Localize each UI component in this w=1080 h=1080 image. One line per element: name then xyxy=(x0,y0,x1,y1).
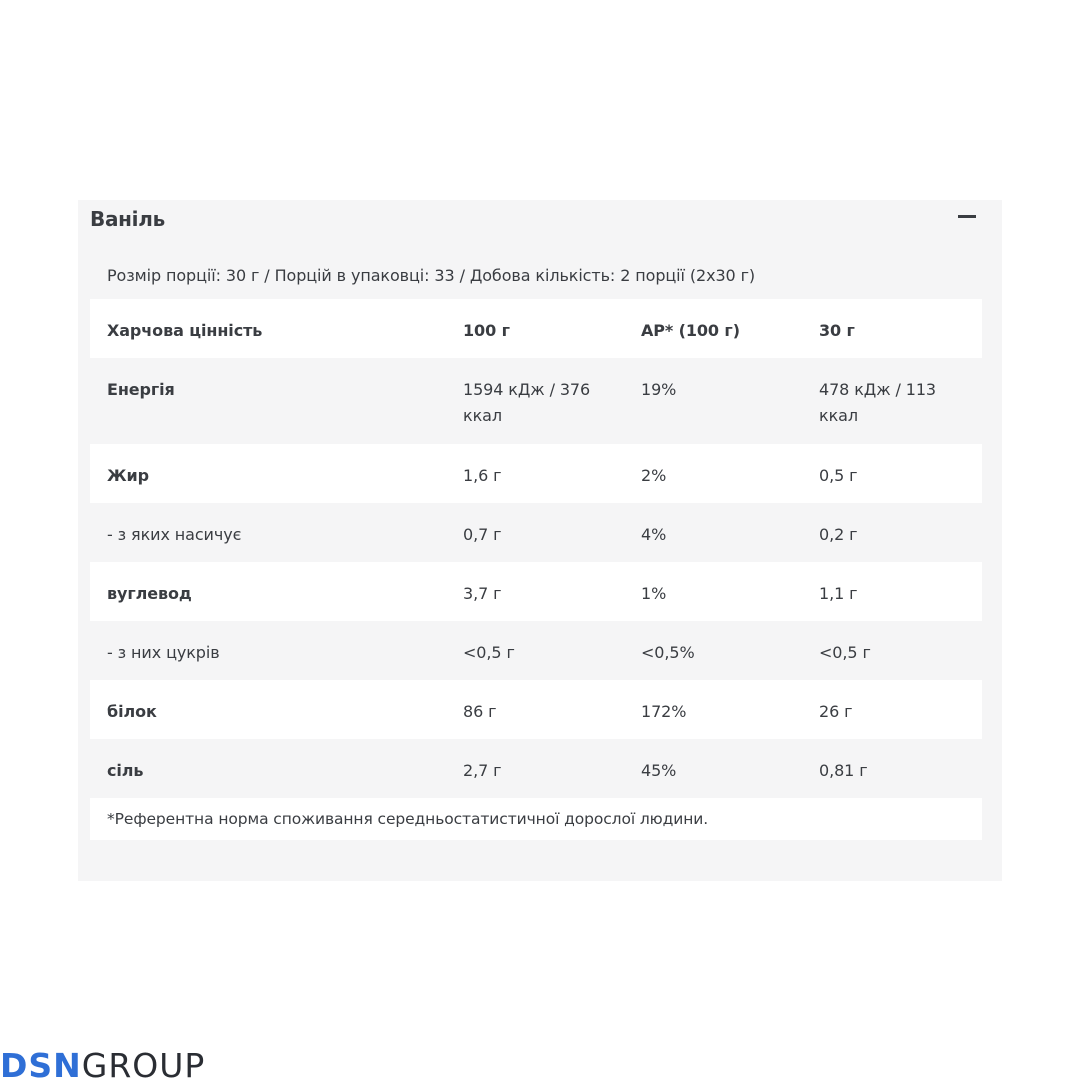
footnote: *Референтна норма споживання середньостатистичної дорослої людини. xyxy=(107,810,709,828)
row-value-30g: 0,81 г xyxy=(819,761,868,780)
row-value-100g: 2,7 г xyxy=(463,761,502,780)
row-label: - з яких насичує xyxy=(107,525,242,544)
row-value-ri: 4% xyxy=(641,525,667,544)
row-value-ri: 45% xyxy=(641,761,677,780)
row-label: вуглевод xyxy=(107,584,192,603)
panel-title: Ваніль xyxy=(90,207,165,231)
row-value-ri: 2% xyxy=(641,466,667,485)
row-value-ri: 1% xyxy=(641,584,667,603)
row-value-100g: 3,7 г xyxy=(463,584,502,603)
row-value-30g: 0,5 г xyxy=(819,466,858,485)
row-value-30g: <0,5 г xyxy=(819,643,871,662)
row-value-100g: 1,6 г xyxy=(463,466,502,485)
row-label: Енергія xyxy=(107,380,175,399)
table-header-row xyxy=(90,299,982,358)
table-row xyxy=(90,358,982,444)
nutrition-table xyxy=(90,299,982,840)
table-row xyxy=(90,621,982,680)
header-nutrition: Харчова цінність xyxy=(107,321,263,340)
row-label: сіль xyxy=(107,761,144,780)
row-value-30g: 26 г xyxy=(819,702,853,721)
header-per-30g: 30 г xyxy=(819,321,855,340)
footnote-row xyxy=(90,798,982,840)
logo-part-dsn: DSN xyxy=(0,1046,82,1080)
row-value-30g: 478 кДж / 113 ккал xyxy=(819,380,937,425)
row-value-30g: 0,2 г xyxy=(819,525,858,544)
table-row xyxy=(90,444,982,503)
row-value-ri: 19% xyxy=(641,380,677,399)
header-per-100g: 100 г xyxy=(463,321,510,340)
row-value-30g: 1,1 г xyxy=(819,584,858,603)
table-row xyxy=(90,562,982,621)
logo-part-group: GROUP xyxy=(81,1046,206,1080)
row-value-100g: 0,7 г xyxy=(463,525,502,544)
row-label: Жир xyxy=(107,466,149,485)
minus-icon xyxy=(958,215,976,218)
row-value-100g: 1594 кДж / 376 ккал xyxy=(463,380,591,425)
panel-header[interactable] xyxy=(90,200,990,240)
row-value-100g: 86 г xyxy=(463,702,497,721)
row-value-ri: 172% xyxy=(641,702,687,721)
serving-info: Розмір порції: 30 г / Порцій в упаковці: 33 / Добова кількість: 2 порції (2x30 г) xyxy=(107,266,756,285)
nutrition-panel xyxy=(78,200,1002,881)
dsn-group-logo xyxy=(0,1046,206,1080)
header-ri: АР* (100 г) xyxy=(641,321,740,340)
row-value-100g: <0,5 г xyxy=(463,643,515,662)
table-row xyxy=(90,739,982,798)
row-value-ri: <0,5% xyxy=(641,643,695,662)
table-row xyxy=(90,503,982,562)
collapse-button[interactable] xyxy=(956,205,978,227)
table-row xyxy=(90,680,982,739)
row-label: білок xyxy=(107,702,157,721)
row-label: - з них цукрів xyxy=(107,643,220,662)
